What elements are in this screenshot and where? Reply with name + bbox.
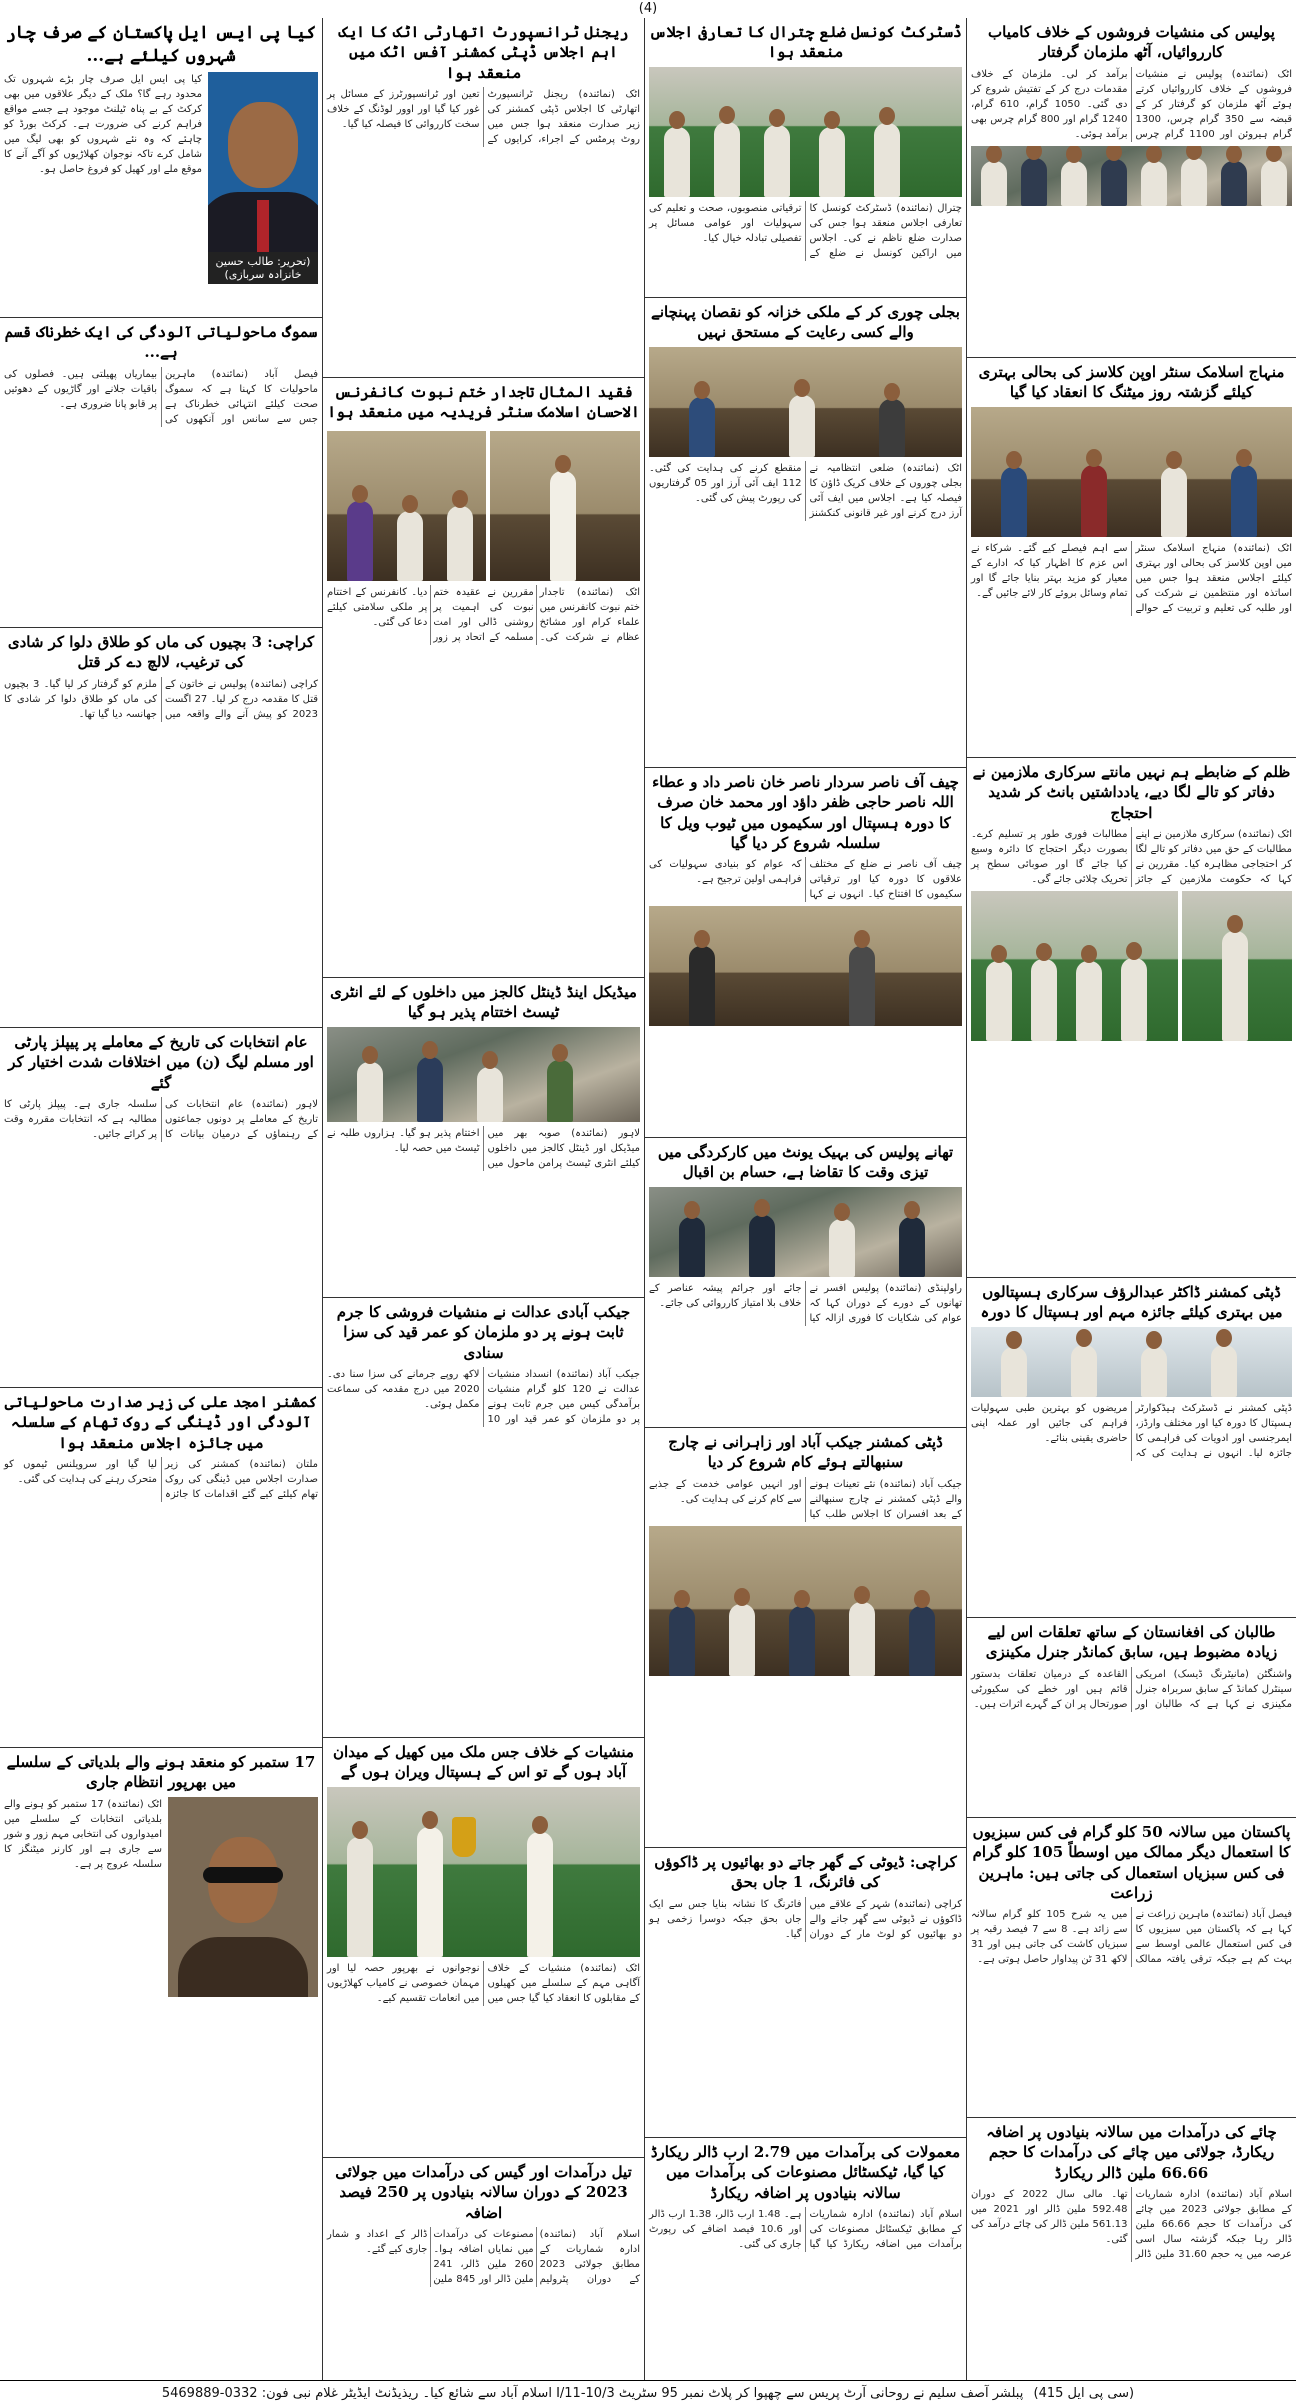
person-photo — [168, 1797, 318, 1997]
article-chief-visit — [645, 768, 966, 1138]
article-smog — [0, 318, 322, 628]
article-psl — [0, 18, 322, 318]
article-transport — [323, 18, 644, 378]
article-electricity-theft — [645, 298, 966, 768]
headline: چیف آف ناصر سردار ناصر خان ناصر داد و عطاء اللہ ناصر حاجی ظفر داؤد اور محمد خان صرف کا دورہ ہسپتال اور سکیموں میں ٹیوب ویل کا سلسلہ شروع کر دیا گیا — [652, 773, 959, 852]
article-karachi-murder — [0, 628, 322, 1028]
footer-text: پبلشر آصف سلیم نے روحانی آرٹ پریس سے چھپوا کر پلاٹ نمبر 95 سٹریٹ 10/3-I/11 اسلام آباد سے شائع کیا۔ ریذیڈنٹ ایڈیٹر غلام نبی فون: — [261, 2386, 1024, 2401]
headline: معمولات کی برآمدات میں 2.79 ارب ڈالر ریکارڈ کیا گیا، ٹیکسٹائل مصنوعات کی برآمدات میں سالانہ بنیادوں پر اضافہ ریکارڈ — [650, 2143, 961, 2202]
photo-audience — [327, 431, 486, 581]
article-court — [323, 1298, 644, 1738]
photo-police — [649, 1187, 962, 1277]
headline: بجلی چوری کر کے ملکی خزانہ کو نقصان پہنچانے والے کسی رعایت کے مستحق نہیں — [651, 303, 960, 342]
photo-meeting — [649, 347, 962, 457]
article-tea-imports — [967, 2118, 1296, 2380]
headline: سموگ ماحولیاتی آلودگی کی ایک خطرناک قسم ہے... — [4, 323, 318, 362]
article-body: اٹک (نمائندہ) سرکاری ملازمین نے اپنے مطالبات کے حق میں دفاتر کو تالے لگا کر احتجاجی مظاہرہ کیا۔ مقررین نے کہا کہ حکومت ملازمین کے جائز مطالبات فوری طور پر تسلیم کرے۔ بصورت دیگر احتجاج کا دائرہ وسیع کیا جائے گا اور صوبائی سطح پر تحریک چلائی جائے گی۔ — [971, 828, 1292, 885]
article-body: ملتان (نمائندہ) کمشنر کی زیر صدارت اجلاس میں ڈینگی کی روک تھام کیلئے کیے گئے اقدامات کا جائزہ لیا گیا اور سرویلنس ٹیموں کو متحرک رہنے کی ہدایت کی گئی۔ — [4, 1458, 318, 1500]
article-sports — [323, 1738, 644, 2158]
headline: چائے کی درآمدات میں سالانہ بنیادوں پر اضافہ ریکارڈ، جولائی میں چائے کی درآمدات کا حجم 66.66 ملین ڈالر ریکارڈ — [986, 2123, 1277, 2182]
article-district-council — [645, 18, 966, 298]
headline: تیل درآمدات اور گیس کی درآمدات میں جولائی 2023 کے دوران سالانہ بنیادوں پر 250 فیصد اضافہ — [335, 2163, 632, 2222]
headline: ڈپٹی کمشنر ڈاکٹر عبدالرؤف سرکاری ہسپتالوں میں بہتری کیلئے جائزہ مہم اور ہسپتال کا دورہ — [980, 1283, 1283, 1322]
article-minhaj-center — [967, 358, 1296, 758]
headline: پولیس کی منشیات فروشوں کے خلاف کامیاب کارروائیاں، آٹھ ملزمان گرفتار — [988, 23, 1275, 62]
article-body: لاہور (نمائندہ) صوبہ بھر میں میڈیکل اور ڈینٹل کالجز میں داخلوں کیلئے انٹری ٹیسٹ پرامن ماحول میں اختتام پذیر ہو گیا۔ ہزاروں طلبہ نے ٹیسٹ میں حصہ لیا۔ — [327, 1127, 640, 1169]
photo-officials — [649, 906, 962, 1026]
photo-meeting-table — [971, 407, 1292, 537]
article-body: اٹک (نمائندہ) ضلعی انتظامیہ نے بجلی چوروں کے خلاف کریک ڈاؤن کا فیصلہ کیا ہے۔ اجلاس میں ایف آئی آرز درج کرنے اور غیر قانونی کنکشنز منقطع کرنے کی ہدایت کی گئی۔ 112 ایف آئی آرز اور 05 گرفتاریوں کی رپورٹ پیش کی گئی۔ — [649, 462, 962, 519]
article-body: کراچی (نمائندہ) شہر کے علاقے میں ڈاکوؤں نے ڈیوٹی سے گھر جانے والے دو بھائیوں کو لوٹ مار کے دوران فائرنگ کا نشانہ بنایا جس سے ایک جاں بحق جبکہ دوسرا زخمی ہو گیا۔ — [649, 1898, 962, 1940]
article-body: اسلام آباد (نمائندہ) ادارہ شماریات کے مطابق جولائی 2023 میں چائے کی درآمدات کا حجم 66.66 ملین ڈالر رہا جبکہ گزشتہ سال اسی عرصہ میں یہ حجم 31.60 ملین ڈالر تھا۔ مالی سال 2022 کے دوران 592.48 ملین ڈالر اور 2021 میں 561.13 ملین ڈالر کی چائے درآمد کی گئی۔ — [971, 2188, 1292, 2260]
article-body: واشنگٹن (مانیٹرنگ ڈیسک) امریکی سینٹرل کمانڈ کے سابق سربراہ جنرل مکینزی نے کہا ہے کہ طالبان اور القاعدہ کے درمیان تعلقات بدستور قائم ہیں اور خطے کی سکیورٹی صورتحال پر ان کے گہرے اثرات ہیں۔ — [971, 1668, 1292, 1710]
article-body: کراچی (نمائندہ) پولیس نے خاتون کے قتل کا مقدمہ درج کر لیا۔ 27 اگست 2023 کو پیش آنے والے واقعہ میں ملزم کو گرفتار کر لیا گیا۔ 3 بچیوں کی ماں کو طلاق دلوا کر شادی کا جھانسہ دیا گیا تھا۔ — [4, 678, 318, 720]
trophy-icon — [452, 1817, 476, 1857]
headline: منشیات کے خلاف جس ملک میں کھیل کے میدان آباد ہوں گے تو اس کے ہسپتال ویران ہوں گے — [333, 1743, 634, 1782]
article-dc-hospital — [967, 1278, 1296, 1618]
article-body: اٹک (نمائندہ) پولیس نے منشیات فروشوں کے خلاف کارروائیاں کرتے ہوئے آٹھ ملزمان کو گرفتار کر کے قبضہ سے 350 گرام چرس، 1300 گرام ہیروئن اور 1100 گرام چرس برآمد کر لی۔ ملزمان کے خلاف مقدمات درج کر کے تفتیش شروع کر دی گئی۔ 1050 گرام، 610 گرام، 1240 گرام اور 800 گرام چرس بھی برآمد ہوئی۔ — [971, 68, 1293, 140]
headline: کراچی: 3 بچیوں کی ماں کو طلاق دلوا کر شادی کی ترغیب، لالچ دے کر قتل — [7, 633, 315, 672]
article-elections — [0, 1028, 322, 1388]
footer-issue: (سی پی ایل 415) — [1033, 2386, 1135, 2401]
headline: پاکستان میں سالانہ 50 کلو گرام فی کس سبزیوں کا استعمال دیگر ممالک میں اوسطاً 105 کلو گرام فی کس سبزیاں استعمال کی جاتی ہیں: ماہرین زراعت — [972, 1823, 1291, 1902]
headline: ریجنل ٹرانسپورٹ اتھارٹی اٹک کا ایک اہم اجلاس ڈپٹی کمشنر آفس اٹک میں منعقد ہوا — [338, 23, 629, 82]
article-body: ڈپٹی کمشنر نے ڈسٹرکٹ ہیڈکوارٹر ہسپتال کا دورہ کیا اور مختلف وارڈز، ایمرجنسی اور ادویات کی فراہمی کا جائزہ لیا۔ انہوں نے ہدایت کی کہ مریضوں کو بہترین طبی سہولیات فراہم کی جائیں اور عملہ اپنی حاضری یقینی بنائے۔ — [971, 1402, 1292, 1459]
photo-dc-office — [649, 1526, 962, 1676]
headline: طالبان کی افغانستان کے ساتھ تعلقات اس لیے زیادہ مضبوط ہیں، سابق کمانڈر جنرل مکینزی — [985, 1623, 1278, 1662]
article-body: اٹک (نمائندہ) ریجنل ٹرانسپورٹ اتھارٹی کا اجلاس ڈپٹی کمشنر کی زیر صدارت منعقد ہوا جس میں روٹ پرمٹس کے اجراء، کرایوں کے تعین اور ٹرانسپورٹرز کے مسائل پر غور کیا گیا اور اوور لوڈنگ کے خلاف سخت کارروائی کا فیصلہ کیا گیا۔ — [327, 88, 640, 145]
article-body: جیکب آباد (نمائندہ) انسداد منشیات عدالت نے 120 کلو گرام منشیات برآمدگی کیس میں جرم ثابت ہونے پر دو ملزمان کو عمر قید اور 10 لاکھ روپے جرمانے کی سزا سنا دی۔ 2020 میں درج مقدمہ کی سماعت مکمل ہوئی۔ — [327, 1368, 640, 1425]
article-body: کیا پی ایس ایل صرف چار بڑے شہروں تک محدود رہے گا؟ ملک کے دیگر علاقوں میں بھی کرکٹ کے بے پناہ ٹیلنٹ موجود ہے جسے مواقع فراہم کرنے کی ضرورت ہے۔ کرکٹ بورڈ کو چاہئے کہ وہ نئے شہروں کو بھی لیگ میں شامل کرے تاکہ نوجوان کھلاڑیوں کو آگے آنے کا موقع ملے اور کھیل کو فروغ حاصل ہو۔ — [4, 73, 202, 175]
headline: 17 ستمبر کو منعقد ہونے والے بلدیاتی کے سلسلے میں بھرپور انتظام جاری — [6, 1753, 316, 1792]
photo-hospital-visit — [971, 1327, 1292, 1397]
headline: کیا پی ایس ایل پاکستان کے صرف چار شہروں کیلئے ہے... — [5, 23, 317, 66]
article-body: اٹک (نمائندہ) تاجدار ختم نبوت کانفرنس میں علماء کرام اور مشائخ عظام نے شرکت کی۔ مقررین نے عقیدہ ختم نبوت کی اہمیت پر روشنی ڈالی اور امت مسلمہ کے اتحاد پر زور دیا۔ کانفرنس کے اختتام پر ملکی سلامتی کیلئے دعا کی گئی۔ — [327, 586, 640, 643]
article-dengue — [0, 1388, 322, 1748]
page-number: (4) — [638, 1, 658, 16]
headline: کمشنر امجد علی کی زیر صدارت ماحولیاتی آلودگی اور ڈینگی کے روک تھام کے سلسلہ میں جائزہ اجلاس منعقد ہوا — [4, 1393, 318, 1452]
article-karachi-robbery — [645, 1848, 966, 2138]
article-body: فیصل آباد (نمائندہ) ماہرین زراعت نے کہا ہے کہ پاکستان میں سبزیوں کا فی کس استعمال عالمی اوسط سے بہت کم ہے جبکہ ترقی یافتہ ممالک میں یہ شرح 105 کلو گرام سالانہ سے زائد ہے۔ 8 سے 7 فیصد رقبہ پر سبزیاں کاشت کی جاتی ہیں اور 31 لاکھ 31 ٹن پیداوار حاصل ہوتی ہے۔ — [971, 1909, 1292, 1965]
photo-test-hall — [327, 1027, 640, 1122]
column-right — [967, 18, 1296, 2380]
article-textile-exports — [645, 2138, 966, 2380]
author-portrait — [208, 72, 318, 252]
article-oil-imports — [323, 2158, 644, 2380]
article-vegetables — [967, 1818, 1296, 2118]
article-body: چترال (نمائندہ) ڈسٹرکٹ کونسل کا تعارفی اجلاس منعقد ہوا جس کی صدارت ضلع ناظم نے کی۔ اجلاس میں اراکین کونسل نے ضلع کے ترقیاتی منصوبوں، صحت و تعلیم کی سہولیات اور عوامی مسائل پر تفصیلی تبادلہ خیال کیا۔ — [649, 202, 962, 259]
article-police-drugs — [967, 18, 1296, 358]
headline: کراچی: ڈیوٹی کے گھر جاتے دو بھائیوں پر ڈاکوؤں کی فائرنگ، 1 جاں بحق — [654, 1853, 957, 1892]
article-body: راولپنڈی (نمائندہ) پولیس افسر نے تھانوں کے دورے کے دوران کہا کہ عوام کی شکایات کا فوری ازالہ کیا جائے اور جرائم پیشہ عناصر کے خلاف بلا امتیاز کارروائی کی جائے۔ — [649, 1282, 962, 1324]
imprint-footer — [0, 2380, 1296, 2408]
photo-council-meeting — [649, 67, 962, 197]
article-body: اٹک (نمائندہ) منہاج اسلامک سنٹر میں اوپن کلاسز کی بحالی اور بہتری کیلئے اجلاس منعقد ہوا جس میں اساتذہ اور منتظمین نے شرکت کی اور طلبہ کی تعلیم و تربیت کے حوالے سے اہم فیصلے کیے گئے۔ شرکاء نے اس عزم کا اظہار کیا کہ ادارے کے معیار کو مزید بہتر بنایا جائے گا اور تمام وسائل بروئے کار لائے جائیں گے۔ — [971, 542, 1292, 614]
headline: ظلم کے ضابطے ہم نہیں مانتے سرکاری ملازمین نے دفاتر کو تالے لگا دیے، یادداشتیں بانٹ کر شدید احتجاج — [972, 763, 1291, 822]
headline: جیکب آبادی عدالت نے منشیات فروشی کا جرم ثابت ہونے پر دو ملزمان کو عمر قید کی سزا سنادی — [336, 1303, 631, 1362]
article-body: چیف آف ناصر نے ضلع کے مختلف علاقوں کا دورہ کیا اور ترقیاتی سکیموں کا افتتاح کیا۔ انہوں نے کہا کہ عوام کو بنیادی سہولیات کی فراہمی اولین ترجیح ہے۔ — [649, 859, 962, 900]
article-dc-jacobabad — [645, 1428, 966, 1848]
headline: فقید المثال تاجدار ختم نبوت کانفرنس الاحسان اسلامک سنٹر فریدیہ میں منعقد ہوا — [327, 383, 640, 422]
photo-protest-crowd — [971, 891, 1178, 1041]
author-byline: (تحریر: طالب حسین خانزادہ سربازی) — [208, 252, 318, 284]
column-center-right — [645, 18, 966, 2380]
article-taliban — [967, 1618, 1296, 1818]
headline: ڈسٹرکٹ کونسل ضلع چترال کا تعارفی اجلاس منعقد ہوا — [649, 23, 962, 62]
article-body: اسلام آباد (نمائندہ) ادارہ شماریات کے مطابق ٹیکسٹائل مصنوعات کی برآمدات میں اضافہ ریکارڈ کیا گیا ہے۔ 1.48 ارب ڈالر، 1.38 ارب ڈالر اور 10.6 فیصد اضافے کی رپورٹ جاری کی گئی۔ — [649, 2208, 962, 2250]
photo-speaker — [490, 431, 640, 581]
photo-arrested-suspects — [971, 146, 1292, 206]
headline: عام انتخابات کی تاریخ کے معاملے پر پیپلز پارٹی اور مسلم لیگ (ن) میں اختلافات شدت اختیار کر گئے — [8, 1033, 314, 1092]
article-body: جیکب آباد (نمائندہ) نئے تعینات ہونے والے ڈپٹی کمشنر نے چارج سنبھالنے کے بعد افسران کا اجلاس طلب کیا اور انہیں عوامی خدمت کے جذبے سے کام کرنے کی ہدایت کی۔ — [649, 1478, 962, 1520]
column-left — [0, 18, 322, 2380]
article-police-performance — [645, 1138, 966, 1428]
article-conference — [323, 378, 644, 978]
article-employees-protest — [967, 758, 1296, 1278]
column-center-left — [323, 18, 644, 2380]
footer-phone: 0332-5469889 — [161, 2386, 258, 2401]
photo-trophy — [327, 1787, 640, 1957]
headline: میڈیکل اینڈ ڈینٹل کالجز میں داخلوں کے لئے انٹری ٹیسٹ اختتام پذیر ہو گیا — [330, 983, 637, 1022]
headline: ڈپٹی کمشنر جیکب آباد اور زاہرانی نے چارج سنبھالتے ہوئے کام شروع کر دیا — [668, 1433, 943, 1472]
article-body: لاہور (نمائندہ) عام انتخابات کی تاریخ کے معاملے پر دونوں جماعتوں کے رہنماؤں کے درمیان بیانات کا سلسلہ جاری ہے۔ پیپلز پارٹی کا مطالبہ ہے کہ انتخابات مقررہ وقت پر کرائے جائیں۔ — [4, 1098, 318, 1140]
headline: تھانے پولیس کی بہیک یونٹ میں کارکردگی میں تیزی وقت کا تقاضا ہے، حسام بن اقبال — [657, 1143, 954, 1182]
article-body: اسلام آباد (نمائندہ) ادارہ شماریات کے مطابق جولائی 2023 کے دوران پٹرولیم مصنوعات کی درآمدات میں نمایاں اضافہ ہوا۔ 260 ملین ڈالر، 241 ملین ڈالر اور 845 ملین ڈالر کے اعداد و شمار جاری کیے گئے۔ — [327, 2228, 640, 2285]
headline: منہاج اسلامک سنٹر اوپن کلاسز کی بحالی بہتری کیلئے گزشتہ روز میٹنگ کا انعقاد کیا گیا — [978, 363, 1285, 402]
article-body: فیصل آباد (نمائندہ) ماہرین ماحولیات کا کہنا ہے کہ سموگ صحت کیلئے انتہائی خطرناک ہے جس سے سانس اور آنکھوں کی بیماریاں پھیلتی ہیں۔ فصلوں کی باقیات جلانے اور گاڑیوں کے دھوئیں پر قابو پانا ضروری ہے۔ — [4, 368, 318, 425]
article-local-elections — [0, 1748, 322, 2368]
article-body: اٹک (نمائندہ) 17 ستمبر کو ہونے والے بلدیاتی انتخابات کے سلسلے میں امیدواروں کی انتخابی مہم زور و شور سے جاری ہے اور کارنر میٹنگز کا سلسلہ عروج پر ہے۔ — [4, 1798, 162, 1870]
article-entry-test — [323, 978, 644, 1298]
article-body: اٹک (نمائندہ) منشیات کے خلاف آگاہی مہم کے سلسلے میں کھیلوں کے مقابلوں کا انعقاد کیا گیا جس میں نوجوانوں نے بھرپور حصہ لیا اور مہمان خصوصی نے کامیاب کھلاڑیوں میں انعامات تقسیم کیے۔ — [327, 1962, 640, 2004]
photo-protester — [1182, 891, 1292, 1041]
